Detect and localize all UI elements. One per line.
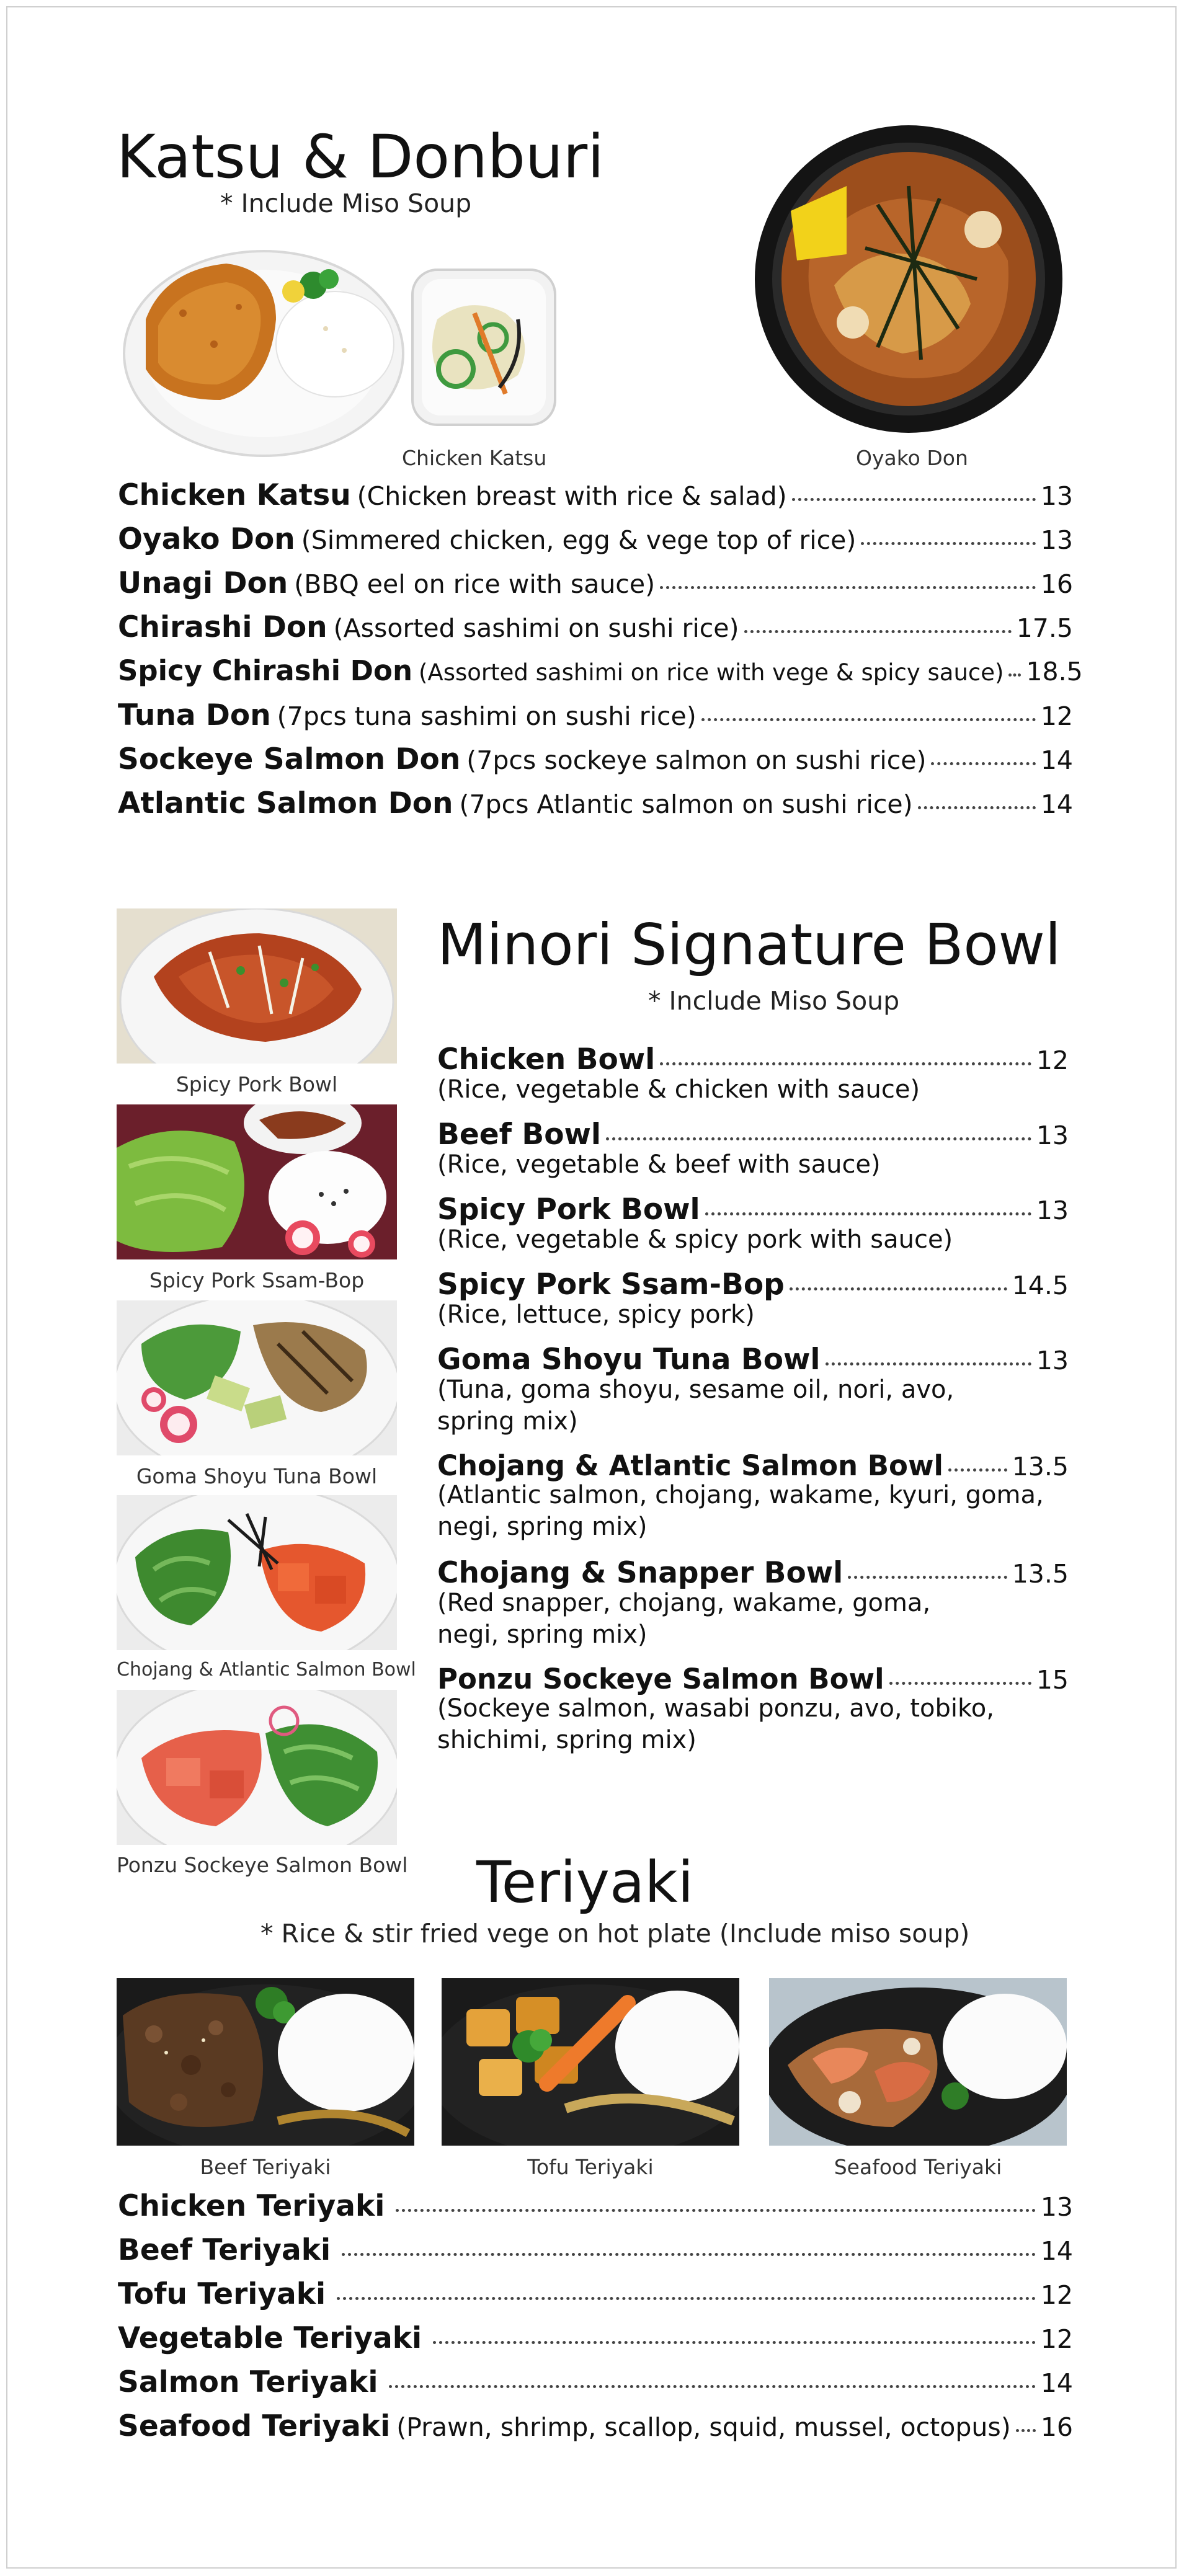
beef-teriyaki-photo: [117, 1978, 414, 2146]
leader-dots: [948, 1468, 1007, 1472]
item-price: 13: [1040, 481, 1073, 511]
signature-item-beef-bowl: [437, 1117, 1069, 1195]
item-name: Unagi Don: [118, 566, 288, 600]
menu-item-seafood-teriyaki: [118, 2409, 1073, 2456]
item-name: Chirashi Don: [118, 610, 327, 644]
item-name: Beef Bowl: [437, 1117, 602, 1152]
leader-dots: [861, 542, 1035, 545]
item-name: Chicken Katsu: [118, 478, 351, 512]
menu-item-tofu-teriyaki: [118, 2277, 1073, 2324]
item-desc: (Chicken breast with rice & salad): [357, 481, 787, 511]
item-price: 13.5: [1012, 1559, 1069, 1589]
leader-dots: [660, 1062, 1031, 1065]
katsu-item-list: [118, 478, 1083, 833]
signature-title: Minori Signature Bowl: [437, 912, 1061, 978]
item-name: Atlantic Salmon Don: [118, 786, 453, 820]
signature-item-chojang-atlantic-salmon-bowl: [437, 1449, 1069, 1558]
menu-item-vegetable-teriyaki: [118, 2321, 1073, 2368]
signature-item-spicy-pork-bowl: [437, 1195, 1069, 1270]
signature-item-spicy-pork-ssam-bop: [437, 1270, 1069, 1345]
item-name: Ponzu Sockeye Salmon Bowl: [437, 1663, 884, 1695]
item-name: Tofu Teriyaki: [118, 2277, 326, 2311]
ponzu-sockeye-salmon-bowl-photo: [117, 1690, 397, 1845]
item-name: Seafood Teriyaki: [118, 2409, 391, 2443]
leader-dots: [918, 806, 1036, 809]
oyako-don-photo: [754, 124, 1064, 434]
caption-ponzu-sockeye-salmon-bowl: Ponzu Sockeye Salmon Bowl: [117, 1853, 408, 1877]
item-name: Salmon Teriyaki: [118, 2365, 378, 2399]
item-desc: (Rice, vegetable & spicy pork with sauce): [437, 1225, 953, 1254]
item-desc: (Rice, vegetable & beef with sauce): [437, 1150, 881, 1179]
caption-spicy-pork-ssam-bop: Spicy Pork Ssam-Bop: [149, 1268, 365, 1292]
item-desc: (Sockeye salmon, wasabi ponzu, avo, tobiko, shichimi, spring mix): [437, 1694, 994, 1754]
leader-dots: [931, 762, 1035, 765]
teriyaki-title: Teriyaki: [476, 1849, 694, 1916]
item-name: Goma Shoyu Tuna Bowl: [437, 1343, 821, 1377]
signature-item-list: [437, 1042, 1069, 1772]
item-price: 12: [1036, 1046, 1069, 1075]
leader-dots: [744, 630, 1012, 633]
item-price: 12: [1040, 2280, 1073, 2310]
item-price: 16: [1040, 569, 1073, 599]
menu-item-atlantic-salmon-don: [118, 786, 1073, 833]
item-desc: (Red snapper, chojang, wakame, goma, negi, spring mix): [437, 1589, 931, 1649]
item-price: 13: [1036, 1346, 1069, 1375]
leader-dots: [433, 2341, 1036, 2344]
leader-dots: [790, 1287, 1007, 1290]
katsu-note: * Include Miso Soup: [220, 189, 472, 218]
item-name: Oyako Don: [118, 522, 295, 556]
caption-oyako-don: Oyako Don: [856, 446, 968, 470]
item-name: Chojang & Snapper Bowl: [437, 1556, 843, 1590]
item-desc: (Rice, vegetable & chicken with sauce): [437, 1075, 920, 1104]
signature-item-chojang-snapper-bowl: [437, 1558, 1069, 1665]
item-price: 13: [1036, 1121, 1069, 1150]
caption-seafood-teriyaki: Seafood Teriyaki: [834, 2155, 1002, 2179]
item-name: Tuna Don: [118, 698, 271, 732]
caption-chojang-atlantic-salmon-bowl: Chojang & Atlantic Salmon Bowl: [117, 1659, 416, 1681]
caption-chicken-katsu: Chicken Katsu: [402, 446, 547, 470]
chicken-katsu-photo: [121, 245, 564, 459]
item-desc: (BBQ eel on rice with sauce): [294, 569, 656, 599]
item-desc: (Rice, lettuce, spicy pork): [437, 1300, 755, 1329]
signature-note: * Include Miso Soup: [648, 986, 900, 1016]
item-price: 12: [1040, 2324, 1073, 2354]
item-desc: (7pcs Atlantic salmon on sushi rice): [459, 789, 913, 819]
item-price: 14: [1040, 789, 1073, 819]
leader-dots: [1008, 673, 1021, 677]
signature-item-goma-shoyu-tuna-bowl: [437, 1345, 1069, 1452]
menu-item-spicy-chirashi-don: [118, 654, 1083, 701]
item-price: 17.5: [1016, 613, 1073, 643]
menu-item-chicken-teriyaki: [118, 2189, 1073, 2236]
item-desc: (7pcs sockeye salmon on sushi rice): [466, 745, 927, 775]
chojang-atlantic-salmon-bowl-photo: [117, 1495, 397, 1650]
item-name: Chojang & Atlantic Salmon Bowl: [437, 1449, 943, 1482]
leader-dots: [337, 2297, 1036, 2300]
leader-dots: [826, 1362, 1031, 1366]
item-name: Chicken Teriyaki: [118, 2189, 385, 2223]
item-price: 14: [1040, 2236, 1073, 2266]
leader-dots: [1016, 2429, 1036, 2432]
item-price: 13: [1040, 525, 1073, 555]
leader-dots: [606, 1137, 1031, 1140]
spicy-pork-ssam-bop-photo: [117, 1104, 397, 1259]
leader-dots: [889, 1682, 1031, 1685]
item-name: Vegetable Teriyaki: [118, 2321, 422, 2355]
item-desc: (Simmered chicken, egg & vege top of rice): [301, 525, 857, 555]
menu-item-oyako-don: [118, 522, 1073, 569]
item-price: 16: [1040, 2412, 1073, 2442]
item-desc: (Assorted sashimi on sushi rice): [333, 613, 739, 643]
caption-beef-teriyaki: Beef Teriyaki: [200, 2155, 331, 2179]
menu-item-salmon-teriyaki: [118, 2365, 1073, 2412]
item-name: Spicy Chirashi Don: [118, 654, 412, 687]
goma-shoyu-tuna-bowl-photo: [117, 1300, 397, 1455]
teriyaki-item-list: [118, 2189, 1073, 2456]
item-price: 18.5: [1026, 657, 1083, 686]
signature-item-ponzu-sockeye-salmon-bowl: [437, 1665, 1069, 1772]
item-name: Sockeye Salmon Don: [118, 742, 461, 776]
leader-dots: [342, 2253, 1036, 2256]
item-price: 13: [1040, 2192, 1073, 2222]
tofu-teriyaki-photo: [442, 1978, 739, 2146]
item-name: Beef Teriyaki: [118, 2233, 331, 2267]
spicy-pork-bowl-photo: [117, 908, 397, 1064]
menu-item-beef-teriyaki: [118, 2233, 1073, 2280]
seafood-teriyaki-photo: [769, 1978, 1067, 2146]
item-name: Spicy Pork Ssam-Bop: [437, 1268, 785, 1302]
caption-tofu-teriyaki: Tofu Teriyaki: [527, 2155, 654, 2179]
katsu-title: Katsu & Donburi: [117, 122, 604, 192]
item-desc: (Tuna, goma shoyu, sesame oil, nori, avo, spring mix): [437, 1375, 955, 1436]
menu-item-tuna-don: [118, 698, 1073, 745]
leader-dots: [848, 1576, 1007, 1579]
item-price: 14: [1040, 745, 1073, 775]
leader-dots: [701, 718, 1036, 721]
menu-item-chicken-katsu: [118, 478, 1073, 525]
menu-item-unagi-don: [118, 566, 1073, 613]
leader-dots: [705, 1212, 1031, 1215]
item-desc: (Atlantic salmon, chojang, wakame, kyuri, goma, negi, spring mix): [437, 1481, 1044, 1541]
item-desc: (Assorted sashimi on rice with vege & spicy sauce): [418, 659, 1004, 686]
signature-item-chicken-bowl: [437, 1042, 1069, 1120]
leader-dots: [792, 498, 1036, 501]
item-price: 12: [1040, 701, 1073, 731]
item-price: 13.5: [1012, 1452, 1069, 1481]
item-price: 14: [1040, 2368, 1073, 2398]
leader-dots: [660, 586, 1036, 589]
item-price: 15: [1036, 1665, 1069, 1695]
caption-spicy-pork-bowl: Spicy Pork Bowl: [176, 1072, 338, 1096]
menu-item-sockeye-salmon-don: [118, 742, 1073, 789]
item-name: Chicken Bowl: [437, 1042, 656, 1077]
item-desc: (7pcs tuna sashimi on sushi rice): [277, 701, 697, 731]
item-name: Spicy Pork Bowl: [437, 1193, 700, 1227]
caption-goma-shoyu-tuna-bowl: Goma Shoyu Tuna Bowl: [136, 1464, 378, 1488]
item-price: 13: [1036, 1196, 1069, 1225]
item-desc: (Prawn, shrimp, scallop, squid, mussel, octopus): [396, 2412, 1011, 2442]
menu-item-chirashi-don: [118, 610, 1073, 657]
item-price: 14.5: [1012, 1271, 1069, 1300]
teriyaki-note: * Rice & stir fried vege on hot plate (Include miso soup): [260, 1919, 970, 1948]
leader-dots: [396, 2209, 1036, 2212]
leader-dots: [389, 2385, 1035, 2388]
